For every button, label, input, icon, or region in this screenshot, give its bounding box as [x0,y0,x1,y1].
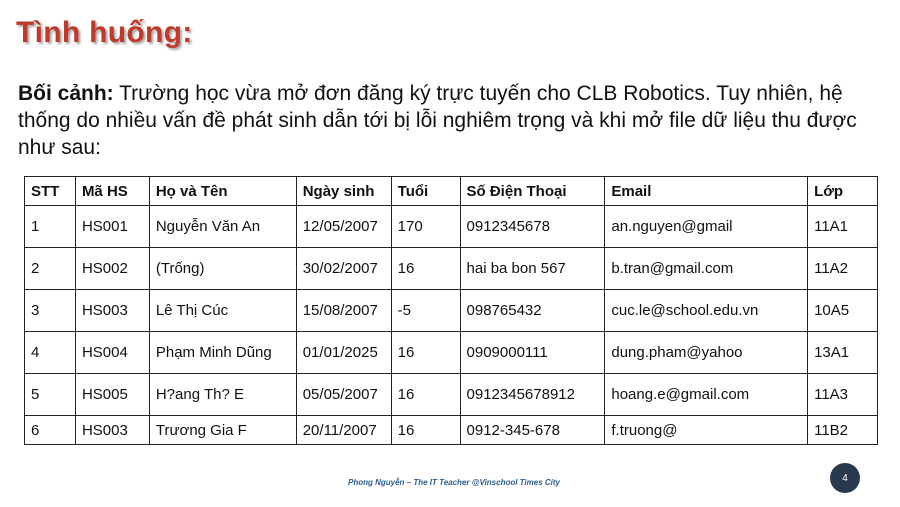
cell-email: hoang.e@gmail.com [605,374,808,416]
cell-full-name: (Trống) [149,248,296,290]
header-class: Lớp [808,177,878,206]
header-full-name: Họ và Tên [149,177,296,206]
table-row [25,374,878,416]
cell-birth-date: 15/08/2007 [296,290,391,332]
cell-student-id: HS004 [75,332,149,374]
cell-age: 170 [391,206,460,248]
cell-phone: 0912-345-678 [460,416,605,445]
cell-full-name: Nguyễn Văn An [149,206,296,248]
cell-email: dung.pham@yahoo [605,332,808,374]
cell-age: 16 [391,248,460,290]
cell-stt: 6 [25,416,76,445]
cell-phone: 098765432 [460,290,605,332]
slide-title: Tình huống: [16,16,193,49]
context-text: Trường học vừa mở đơn đăng ký trực tuyến cho CLB Robotics. Tuy nhiên, hệ thống do nhiều vấn đề phát sinh dẫn tới bị lỗi nghiêm trọng và khi mở file dữ liệu thu được như sau: [18,82,857,159]
cell-email: an.nguyen@gmail [605,206,808,248]
header-birth-date: Ngày sinh [296,177,391,206]
cell-email: b.tran@gmail.com [605,248,808,290]
context-paragraph [18,80,888,161]
cell-student-id: HS002 [75,248,149,290]
table-row [25,206,878,248]
cell-age: 16 [391,374,460,416]
cell-student-id: HS005 [75,374,149,416]
header-phone: Số Điện Thoại [460,177,605,206]
cell-stt: 4 [25,332,76,374]
cell-age: -5 [391,290,460,332]
cell-student-id: HS001 [75,206,149,248]
cell-birth-date: 01/01/2025 [296,332,391,374]
cell-full-name: H?ang Th? E [149,374,296,416]
cell-class: 11A2 [808,248,878,290]
cell-stt: 1 [25,206,76,248]
cell-age: 16 [391,416,460,445]
cell-birth-date: 05/05/2007 [296,374,391,416]
cell-phone: 0909000111 [460,332,605,374]
cell-stt: 2 [25,248,76,290]
cell-class: 11A1 [808,206,878,248]
header-student-id: Mã HS [75,177,149,206]
cell-email: f.truong@ [605,416,808,445]
cell-class: 11A3 [808,374,878,416]
cell-phone: 0912345678912 [460,374,605,416]
cell-stt: 3 [25,290,76,332]
cell-phone: hai ba bon 567 [460,248,605,290]
cell-stt: 5 [25,374,76,416]
cell-class: 13A1 [808,332,878,374]
cell-birth-date: 20/11/2007 [296,416,391,445]
cell-full-name: Lê Thị Cúc [149,290,296,332]
table-row [25,248,878,290]
header-email: Email [605,177,808,206]
cell-full-name: Trương Gia F [149,416,296,445]
cell-birth-date: 30/02/2007 [296,248,391,290]
table-row [25,332,878,374]
cell-birth-date: 12/05/2007 [296,206,391,248]
table-header-row [25,177,878,206]
table-row [25,416,878,445]
cell-age: 16 [391,332,460,374]
header-age: Tuổi [391,177,460,206]
page-number-badge: 4 [830,463,860,493]
cell-email: cuc.le@school.edu.vn [605,290,808,332]
cell-class: 10A5 [808,290,878,332]
footer-credit: Phong Nguyễn – The IT Teacher @Vinschool Times City [348,478,560,487]
cell-class: 11B2 [808,416,878,445]
header-stt: STT [25,177,76,206]
cell-phone: 0912345678 [460,206,605,248]
student-data-table [24,176,878,445]
cell-student-id: HS003 [75,290,149,332]
cell-full-name: Phạm Minh Dũng [149,332,296,374]
context-label: Bối cảnh: [18,82,114,105]
table-row [25,290,878,332]
cell-student-id: HS003 [75,416,149,445]
